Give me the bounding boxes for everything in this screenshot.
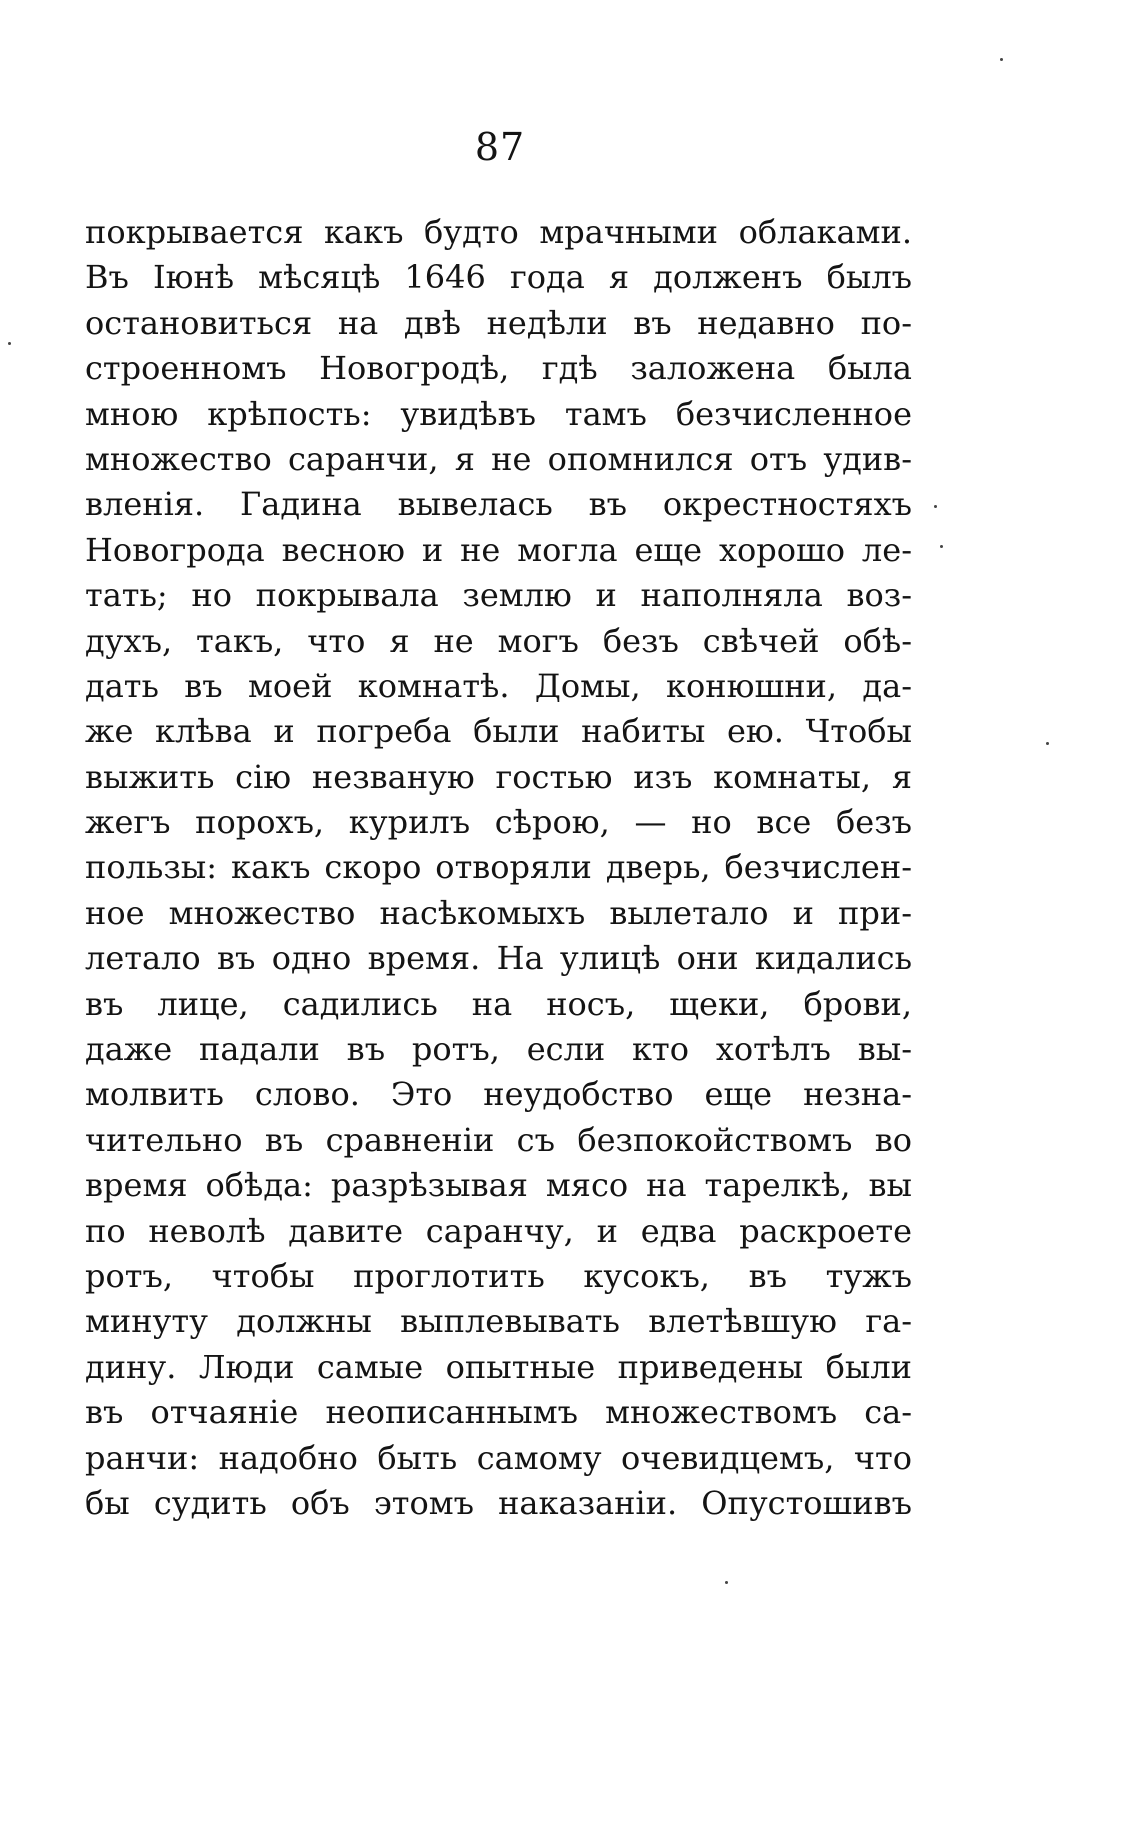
- text-line: въ отчаяніе неописаннымъ множествомъ са-: [85, 1393, 912, 1432]
- text-line: остановиться на двѣ недѣли въ недавно по-: [85, 303, 912, 342]
- text-line: чительно въ сравненіи съ безпокойствомъ во: [85, 1120, 912, 1159]
- text-line: покрывается какъ будто мрачными облаками.: [85, 213, 912, 251]
- text-line: же клѣва и погреба были набиты ею. Чтобы: [85, 712, 912, 751]
- text-line: множество саранчи, я не опомнился отъ удив-: [85, 439, 912, 478]
- text-line: молвить слово. Это неудобство еще незна-: [85, 1075, 912, 1114]
- text-line: Въ Іюнѣ мѣсяцѣ 1646 года я долженъ былъ: [85, 258, 912, 297]
- text-line: дину. Люди самые опытные приведены были: [85, 1347, 912, 1386]
- text-line: ранчи: надобно быть самому очевидцемъ, что: [85, 1438, 912, 1477]
- scan-speck: [940, 545, 943, 548]
- text-line: время обѣда: разрѣзывая мясо на тарелкѣ, вы: [85, 1166, 912, 1205]
- text-line: строенномъ Новогродѣ, гдѣ заложена была: [85, 349, 912, 388]
- text-line: духъ, такъ, что я не могъ безъ свѣчей обѣ-: [85, 621, 912, 660]
- body-text: [85, 210, 912, 1526]
- scan-speck: [1000, 58, 1003, 61]
- scan-speck: [8, 342, 11, 345]
- text-line: дать въ моей комнатѣ. Домы, конюшни, да-: [85, 666, 912, 705]
- text-line: тать; но покрывала землю и наполняла воз-: [85, 576, 912, 615]
- text-line: ное множество насѣкомыхъ вылетало и при-: [85, 893, 912, 932]
- text-line: пользы: какъ скоро отворяли дверь, безчислен-: [85, 848, 912, 887]
- text-line: бы судить объ этомъ наказаніи. Опустошивъ: [85, 1483, 912, 1522]
- text-line: Новогрода весною и не могла еще хорошо ле-: [85, 530, 912, 569]
- text-line: ротъ, чтобы проглотить кусокъ, въ тужъ: [85, 1256, 912, 1295]
- scan-speck: [934, 505, 937, 508]
- text-line: мною крѣпость: увидѣвъ тамъ безчисленное: [85, 394, 912, 433]
- text-line: вленія. Гадина вывелась въ окрестностяхъ: [85, 485, 912, 524]
- text-line: выжить сію незваную гостью изъ комнаты, я: [85, 757, 912, 796]
- scan-speck: [725, 1581, 728, 1584]
- text-line: летало въ одно время. На улицѣ они кидались: [85, 939, 912, 978]
- page-number: 87: [474, 125, 526, 169]
- scan-speck: [1046, 742, 1049, 745]
- text-line: по неволѣ давите саранчу, и едва раскроете: [85, 1211, 912, 1250]
- text-line: минуту должны выплевывать влетѣвшую га-: [85, 1302, 912, 1341]
- text-line: даже падали въ ротъ, если кто хотѣлъ вы-: [85, 1030, 912, 1069]
- text-line: въ лице, садились на носъ, щеки, брови,: [85, 984, 912, 1023]
- text-line: жегъ порохъ, курилъ сѣрою, — но все безъ: [85, 803, 912, 842]
